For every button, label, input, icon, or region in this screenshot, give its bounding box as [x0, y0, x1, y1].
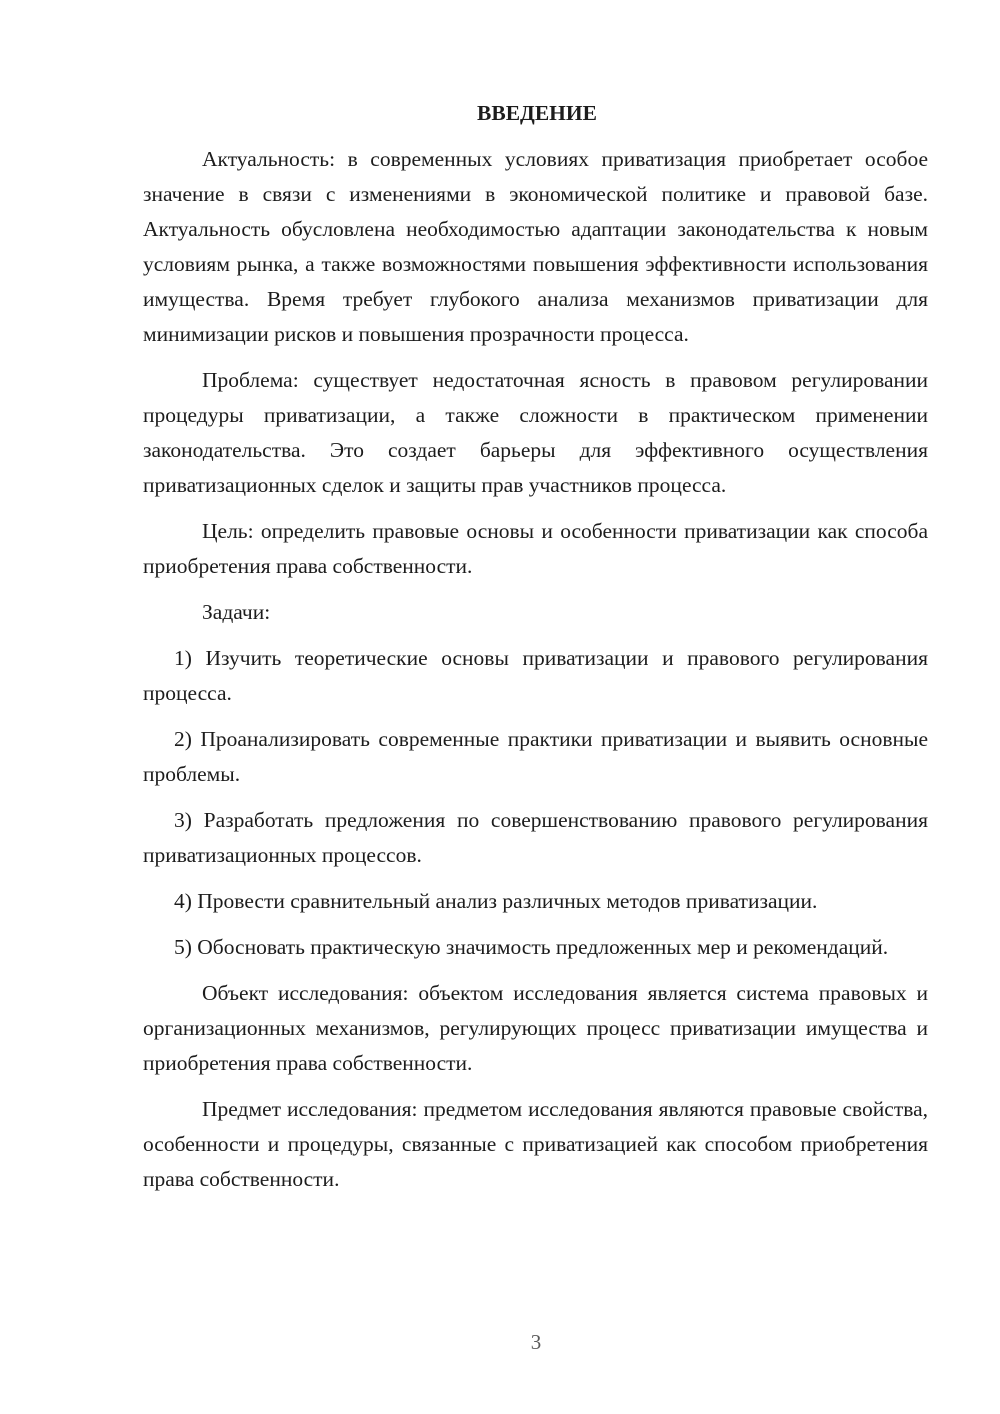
tasks-heading: Задачи: — [202, 600, 271, 624]
paragraph-problem: Проблема: существует недостаточная ясность в правовом регулировании процедуры приватизации, а также сложности в практическом применении законодательства. Это создает барьеры для эффективного осуществления приватизационных сделок и защиты прав участников процесса. — [143, 368, 928, 497]
paragraph-object: Объект исследования: объектом исследования является система правовых и организационных механизмов, регулирующих процесс приватизации имущества и приобретения права собственности. — [143, 981, 928, 1075]
task-item: 5) Обосновать практическую значимость предложенных мер и рекомендаций. — [174, 935, 889, 959]
task-item: 4) Провести сравнительный анализ различных методов приватизации. — [174, 889, 818, 913]
task-item: 2) Проанализировать современные практики приватизации и выявить основные проблемы. — [143, 727, 928, 786]
paragraph-subject: Предмет исследования: предметом исследования являются правовые свойства, особенности и процедуры, связанные с приватизацией как способом приобретения права собственности. — [143, 1097, 928, 1191]
paragraph-relevance: Актуальность: в современных условиях приватизация приобретает особое значение в связи с изменениями в экономической политике и правовой базе. Актуальность обусловлена необходимостью адаптации законодательства к новым условиям рынка, а также возможностями повышения эффективности использования имущества. Время требует глубокого анализа механизмов приватизации для минимизации рисков и повышения прозрачности процесса. — [143, 147, 928, 346]
task-item: 3) Разработать предложения по совершенствованию правового регулирования приватизационных процессов. — [143, 808, 928, 867]
page-content — [143, 96, 928, 1197]
task-item: 1) Изучить теоретические основы приватизации и правового регулирования процесса. — [143, 646, 928, 705]
section-title: ВВЕДЕНИЕ — [477, 101, 597, 125]
paragraph-goal: Цель: определить правовые основы и особенности приватизации как способа приобретения права собственности. — [143, 519, 928, 578]
page-number: 3 — [530, 1330, 542, 1354]
